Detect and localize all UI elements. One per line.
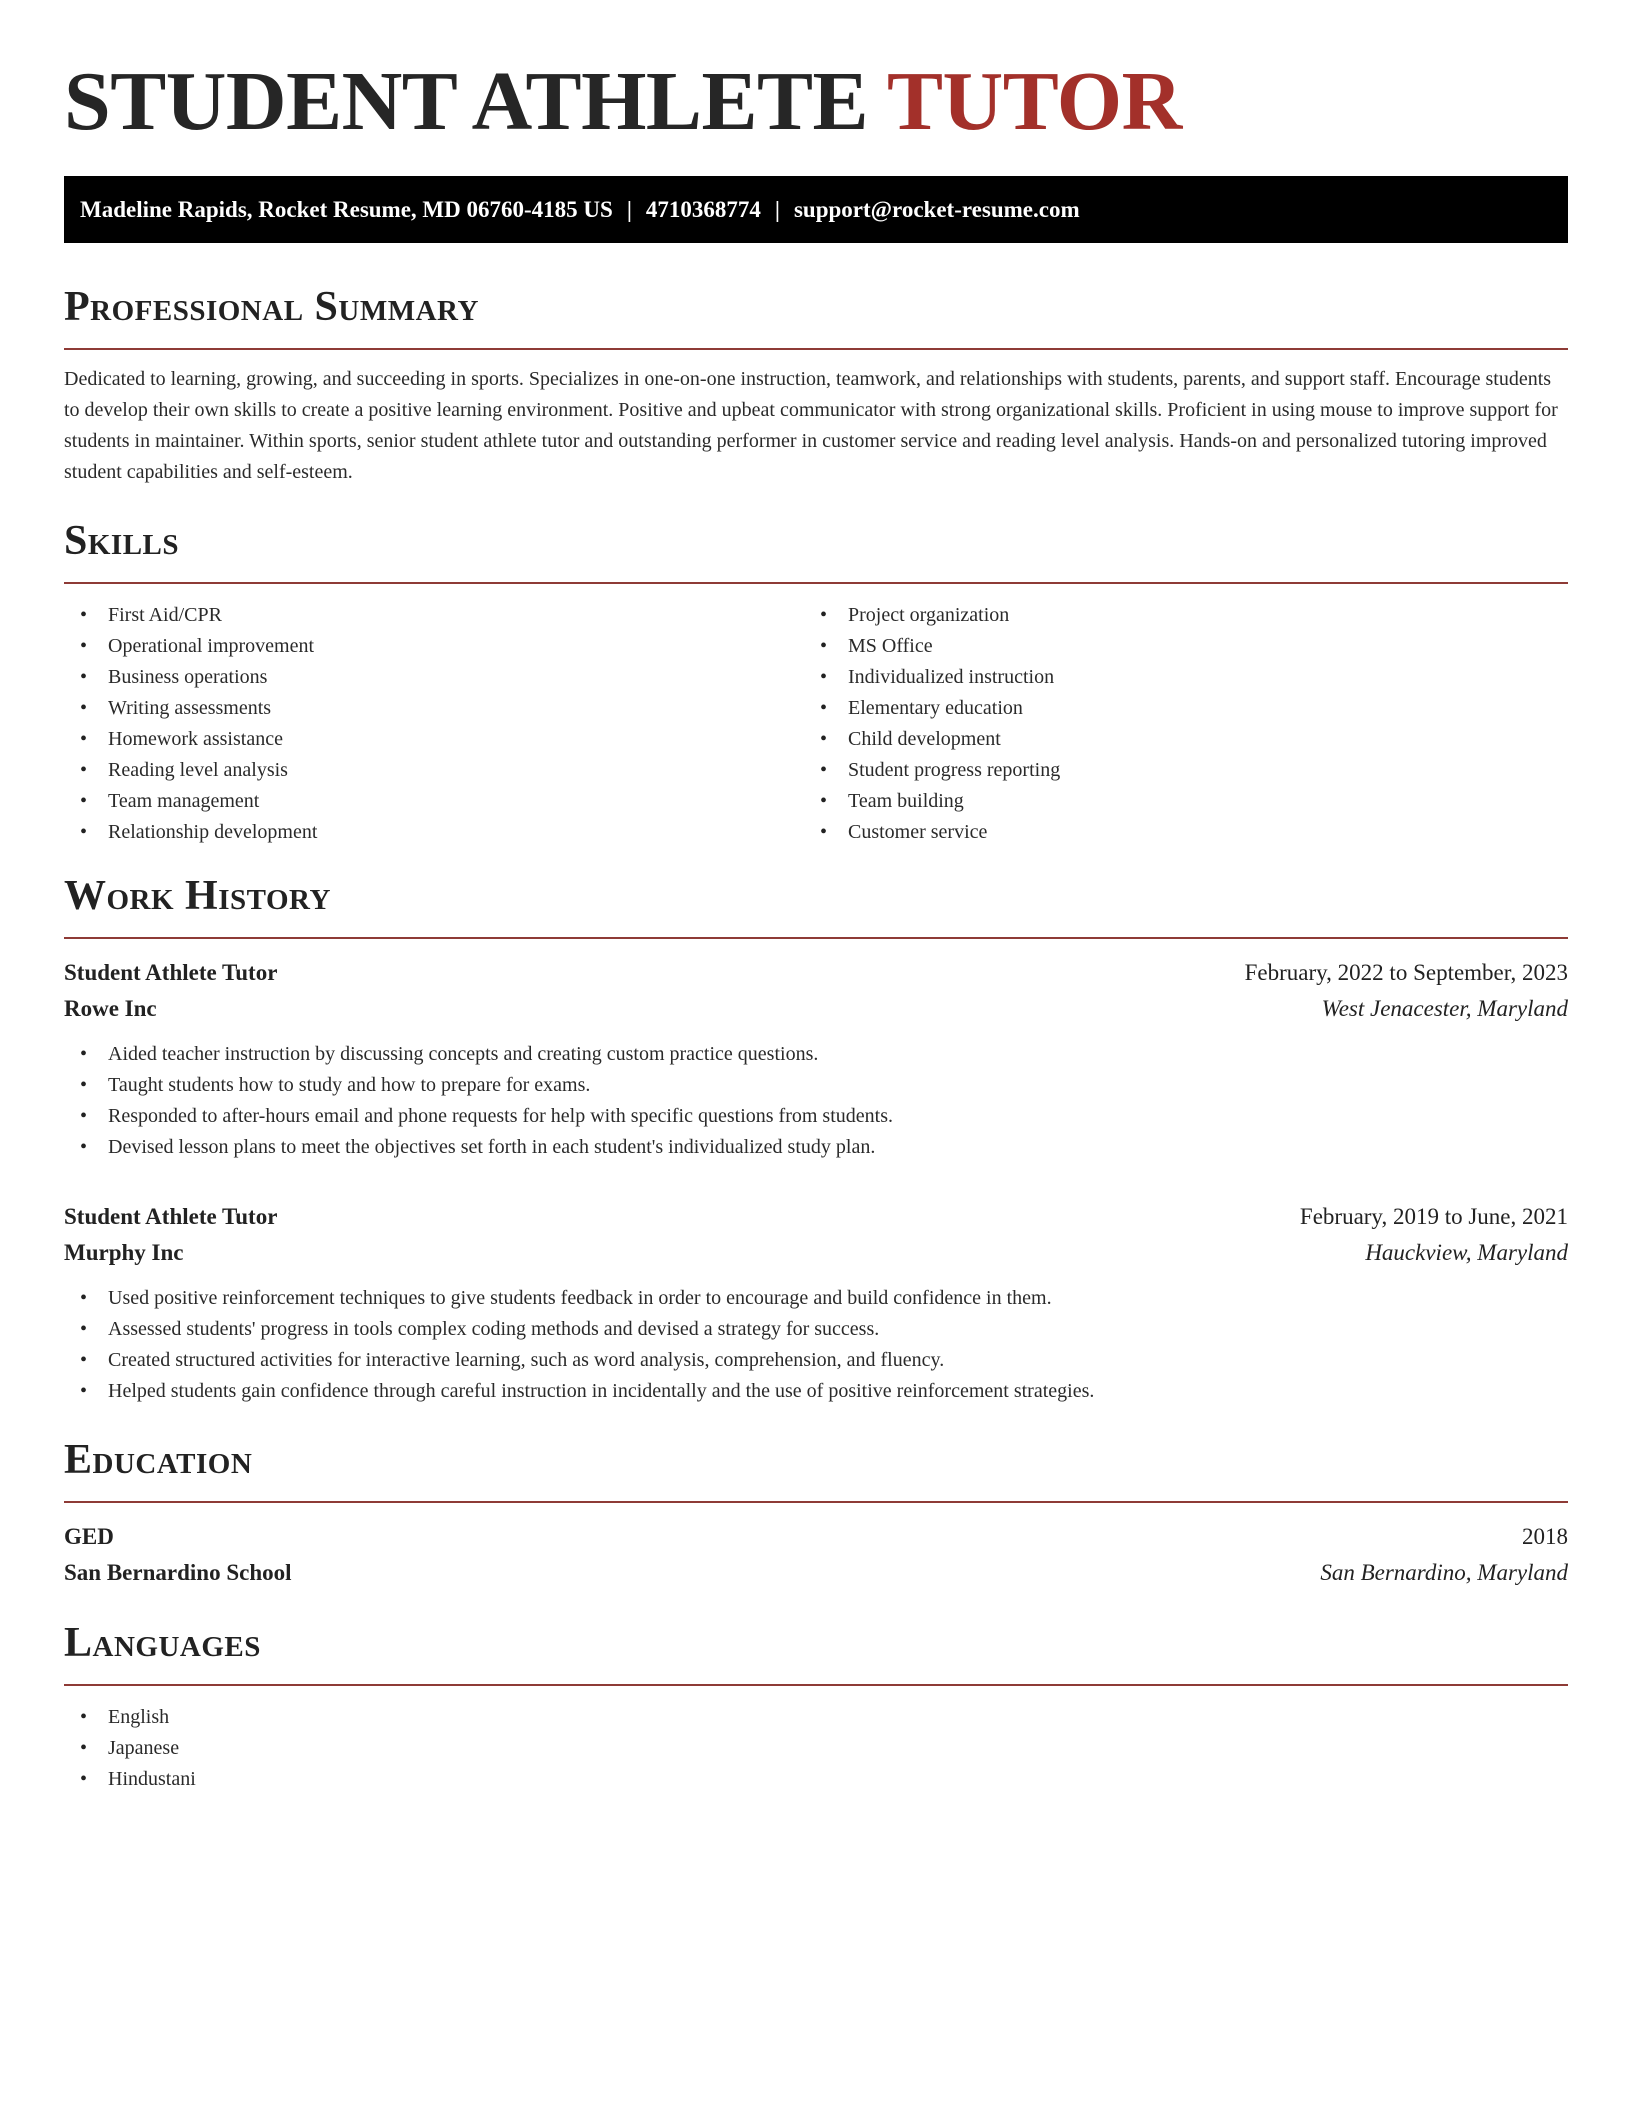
skills-section: [64, 516, 1568, 848]
contact-address: Madeline Rapids, Rocket Resume, MD 06760-4185 US: [80, 197, 613, 222]
languages-list: [64, 1702, 1568, 1795]
job-company-row: [64, 1235, 1568, 1271]
resume-title: [64, 52, 1182, 152]
job-location: West Jenacester, Maryland: [1321, 996, 1568, 1021]
skill-item: • Team management: [64, 786, 804, 817]
education-section: [64, 1435, 1568, 1591]
job-title: Student Athlete Tutor: [64, 1204, 278, 1229]
skill-item: • Elementary education: [804, 693, 1544, 724]
job-duty: • Assessed students' progress in tools complex coding methods and devised a strategy for success.: [64, 1314, 1568, 1345]
job-duties: [64, 1283, 1568, 1407]
job-location: Hauckview, Maryland: [1365, 1240, 1568, 1265]
job-entry: [64, 1199, 1568, 1407]
contact-bar: [64, 176, 1568, 243]
skill-item: • Customer service: [804, 817, 1544, 848]
job-duty: • Devised lesson plans to meet the objectives set forth in each student's individualized study plan.: [64, 1132, 1568, 1163]
job-entry: [64, 955, 1568, 1163]
job-company-row: [64, 991, 1568, 1027]
education-entry: [64, 1519, 1568, 1591]
skills-grid: [64, 600, 1568, 848]
job-company: Murphy Inc: [64, 1240, 184, 1265]
skill-item: • MS Office: [804, 631, 1544, 662]
skills-list-right: [804, 600, 1544, 848]
section-rule: [64, 1684, 1568, 1686]
skill-item: • First Aid/CPR: [64, 600, 804, 631]
job-duty: • Created structured activities for interactive learning, such as word analysis, comprehension, and fluency.: [64, 1345, 1568, 1376]
skill-item: • Team building: [804, 786, 1544, 817]
skill-item: • Business operations: [64, 662, 804, 693]
education-year: 2018: [1522, 1524, 1568, 1549]
education-heading: Education: [64, 1437, 253, 1483]
skill-item: • Reading level analysis: [64, 755, 804, 786]
job-header-row: [64, 1199, 1568, 1235]
skill-item: • Project organization: [804, 600, 1544, 631]
language-item: • English: [64, 1702, 1568, 1733]
summary-section: [64, 282, 1568, 488]
contact-separator: |: [626, 197, 632, 222]
summary-heading: Professional Summary: [64, 284, 479, 330]
section-rule: [64, 348, 1568, 350]
skill-item: • Relationship development: [64, 817, 804, 848]
contact-email: support@rocket-resume.com: [793, 197, 1080, 222]
skill-item: • Student progress reporting: [804, 755, 1544, 786]
contact-phone: 4710368774: [645, 197, 761, 222]
skill-item: • Writing assessments: [64, 693, 804, 724]
summary-text: Dedicated to learning, growing, and succeeding in sports. Specializes in one-on-one instruction, teamwork, and relationships with students, parents, and support staff. Encourage students to develop their own skills to create a positive learning environment. Positive and upbeat communicator with strong organizational skills. Proficient in using mouse to improve support for students in maintainer. Within sports, senior student athlete tutor and outstanding performer in customer service and reading level analysis. Hands-on and personalized tutoring improved student capabilities and self-esteem.: [64, 368, 1558, 483]
job-company: Rowe Inc: [64, 996, 157, 1021]
contact-separator: |: [774, 197, 780, 222]
job-header-row: [64, 955, 1568, 991]
education-degree: GED: [64, 1524, 114, 1549]
section-rule: [64, 937, 1568, 939]
education-school-row: [64, 1555, 1568, 1591]
education-school: San Bernardino School: [64, 1560, 292, 1585]
job-title: Student Athlete Tutor: [64, 960, 278, 985]
section-rule: [64, 1501, 1568, 1503]
job-duty: • Taught students how to study and how to prepare for exams.: [64, 1070, 1568, 1101]
education-location: San Bernardino, Maryland: [1320, 1560, 1568, 1585]
skill-item: • Operational improvement: [64, 631, 804, 662]
skills-list-left: [64, 600, 804, 848]
work-section: [64, 871, 1568, 1407]
language-item: • Hindustani: [64, 1764, 1568, 1795]
job-duty: • Used positive reinforcement techniques to give students feedback in order to encourage and build confidence in them.: [64, 1283, 1568, 1314]
work-heading: Work History: [64, 873, 331, 919]
job-duty: • Aided teacher instruction by discussing concepts and creating custom practice questions.: [64, 1039, 1568, 1070]
job-dates: February, 2019 to June, 2021: [1299, 1204, 1568, 1229]
skill-item: • Individualized instruction: [804, 662, 1544, 693]
title-accent: TUTOR: [887, 55, 1182, 148]
language-item: • Japanese: [64, 1733, 1568, 1764]
title-main: STUDENT ATHLETE: [64, 55, 869, 148]
skill-item: • Homework assistance: [64, 724, 804, 755]
education-header-row: [64, 1519, 1568, 1555]
job-duties: [64, 1039, 1568, 1163]
job-dates: February, 2022 to September, 2023: [1244, 960, 1568, 985]
skill-item: • Child development: [804, 724, 1544, 755]
skills-heading: Skills: [64, 518, 180, 564]
job-duty: • Helped students gain confidence through careful instruction in incidentally and the use of positive reinforcement strategies.: [64, 1376, 1568, 1407]
languages-section: [64, 1618, 1568, 1795]
languages-heading: Languages: [64, 1620, 261, 1666]
section-rule: [64, 582, 1568, 584]
job-duty: • Responded to after-hours email and phone requests for help with specific questions from students.: [64, 1101, 1568, 1132]
